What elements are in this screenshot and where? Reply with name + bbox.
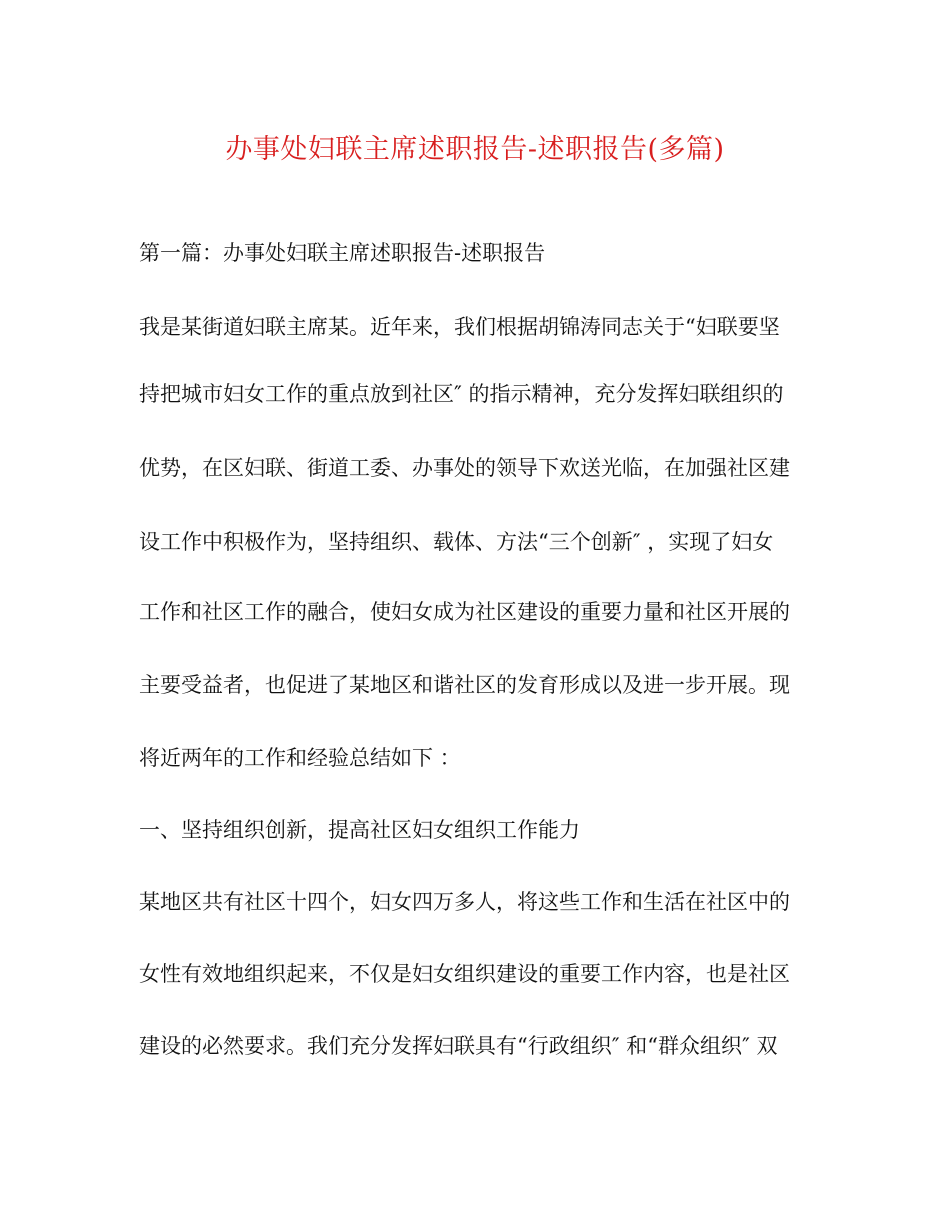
paragraph-line: 主要受益者，也促进了某地区和谐社区的发育形成以及进一步开展。现 [139, 673, 790, 697]
paragraph-line: 将近两年的工作和经验总结如下 ： [139, 746, 461, 770]
document-title: 办事处妇联主席述职报告-述职报告(多篇) [225, 134, 725, 165]
section-heading-2: 一、坚持组织创新，提高社区妇女组织工作能力 [139, 818, 580, 842]
paragraph-line: 我是某街道妇联主席某。近年来，我们根据胡锦涛同志关于“妇联要坚 [139, 315, 780, 339]
paragraph-line: 工作和社区工作的融合，使妇女成为社区建设的重要力量和社区开展的 [139, 600, 790, 624]
paragraph-line: 持把城市妇女工作的重点放到社区″ 的指示精神，充分发挥妇联组织的 [139, 382, 784, 406]
paragraph-line: 优势，在区妇联、街道工委、办事处的领导下欢送光临，在加强社区建 [139, 456, 790, 480]
section-heading-1: 第一篇：办事处妇联主席述职报告-述职报告 [139, 241, 546, 265]
paragraph-line: 某地区共有社区十四个，妇女四万多人，将这些工作和生活在社区中的 [139, 890, 790, 914]
paragraph-line: 设工作中积极作为，坚持组织、载体、方法“三个创新″ ，实现了妇女 [139, 530, 774, 554]
paragraph-line: 女性有效地组织起来，不仅是妇女组织建设的重要工作内容，也是社区 [139, 962, 790, 986]
paragraph-line: 建设的必然要求。我们充分发挥妇联具有“行政组织″ 和“群众组织″ 双 [139, 1034, 778, 1058]
